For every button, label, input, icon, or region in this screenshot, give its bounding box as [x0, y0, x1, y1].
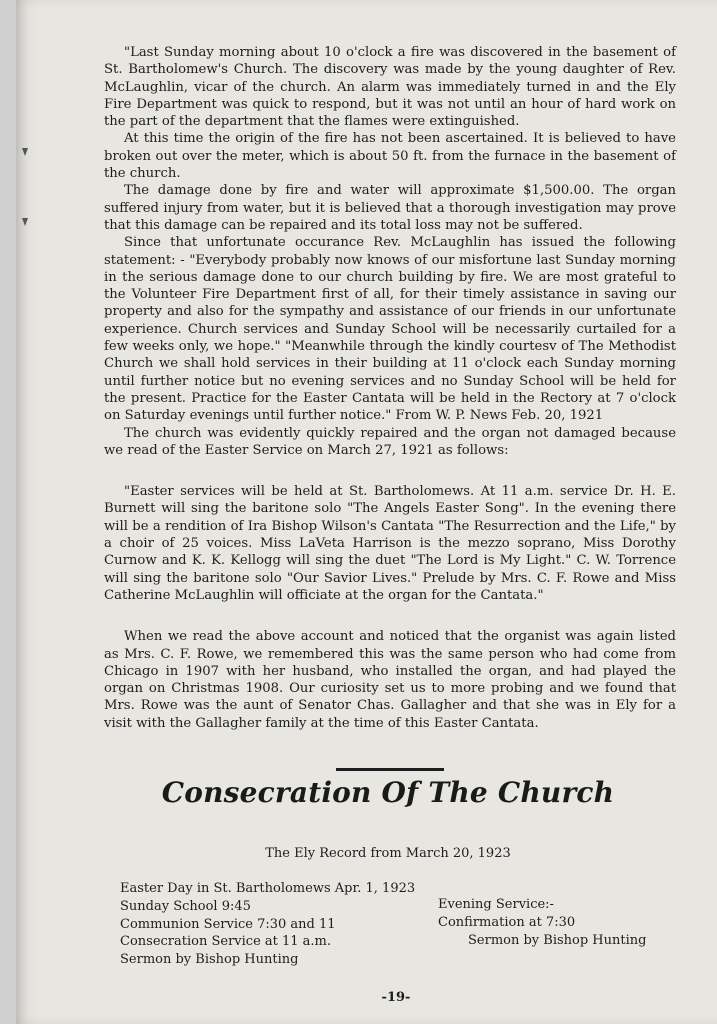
schedule-line: Confirmation at 7:30 — [438, 914, 576, 930]
binding-mark — [22, 218, 28, 226]
paragraph: The damage done by fire and water will approximate $1,500.00. The organ suffered injury from water, but it is believed that a thorough investigation may prove that this damage can be repaired and its total loss may not be suffered. — [104, 183, 676, 233]
schedule-line: Sunday School 9:45 — [120, 898, 251, 914]
schedule-line: Easter Day in St. Bartholomews Apr. 1, 1923 — [120, 881, 416, 896]
schedule-line: Sermon by Bishop Hunting — [468, 932, 647, 948]
quoted-announcement: "Easter services will be held at St. Bartholomews. At 11 a.m. service Dr. H. E. Burnett will sing the baritone solo "The Angels Easter Song". In the evening there will be a rendition of Ira Bishop Wilson's Cantata "The Resurrection and the Life," by a choir of 25 voices. Miss LaVeta Harrison is the mezzo soprano, Miss Dorothy Curnow and K. K. Kellogg will sing the duet "The Lord is My Light." C. W. Torrence will sing the baritone solo "Our Savior Lives." Prelude by Mrs. C. F. Rowe and Miss Catherine McLaughlin will officiate at the organ for the Cantata." — [104, 484, 676, 603]
schedule-line: Evening Service:- — [438, 897, 554, 912]
section-title: Consecration Of The Church — [161, 776, 615, 809]
section-source: The Ely Record from March 20, 1923 — [265, 846, 511, 861]
schedule-line: Consecration Service at 11 a.m. — [120, 934, 332, 950]
paragraph: The church was evidently quickly repaired and the organ not damaged because we read of the Easter Service on March 27, 1921 as follows: — [104, 425, 676, 458]
page-number: -19- — [381, 990, 411, 1005]
schedule-line: Communion Service 7:30 and 11 — [120, 916, 336, 932]
schedule-left — [120, 880, 440, 969]
closing-paragraph: When we read the above account and noticed that the organist was again listed as Mrs. C. F. Rowe, we remembered this was the same person who had come from Chicago in 1907 with her husband, who installed the organ, and had played the organ on Christmas 1908. Our curiosity set us to more probing and we found that Mrs. Rowe was the aunt of Senator Chas. Gallagher and that she was in Ely for a visit with the Gallagher family at the time of this Easter Cantata. — [104, 629, 676, 731]
schedule-right — [438, 896, 678, 949]
paragraph: At this time the origin of the fire has not been ascertained. It is believed to have broken out over the meter, which is about 50 ft. from the furnace in the basement of the church. — [104, 131, 676, 182]
paragraph: "Last Sunday morning about 10 o'clock a fire was discovered in the basement of St. Bartholomew's Church. The discovery was made by the young daughter of Rev. McLaughlin, vicar of the church. An alarm was immediately turned in and the Ely Fire Department was quick to respond, but it was not until an hour of hard work on the part of the department that the flames were extinguished. — [104, 45, 676, 130]
article-body — [104, 44, 676, 732]
binding-mark — [22, 148, 28, 156]
schedule-line: Sermon by Bishop Hunting — [120, 952, 299, 968]
document-page — [16, 0, 717, 1024]
section-divider — [336, 768, 444, 771]
paragraph: Since that unfortunate occurance Rev. McLaughlin has issued the following statement: - "Everybody probably now knows of our misfortune last Sunday morning in the serious damage done to our church building by fire. We are most grateful to the Volunteer Fire Department first of all, for their timely assistance in saving our property and also for the sympathy and assistance of our friends in our unfortunate experience. Church services and Sunday School will be necessarily curtailed for a few weeks only, we hope." "Meanwhile through the kindly courtesv of The Methodist Church we shall hold services in their building at 11 o'clock each Sunday morning until further notice but no evening services and no Sunday School will be held for the present. Practice for the Easter Cantata will be held in the Rectory at 7 o'clock on Saturday evenings until further notice." From W. P. News Feb. 20, 1921 — [104, 235, 676, 424]
